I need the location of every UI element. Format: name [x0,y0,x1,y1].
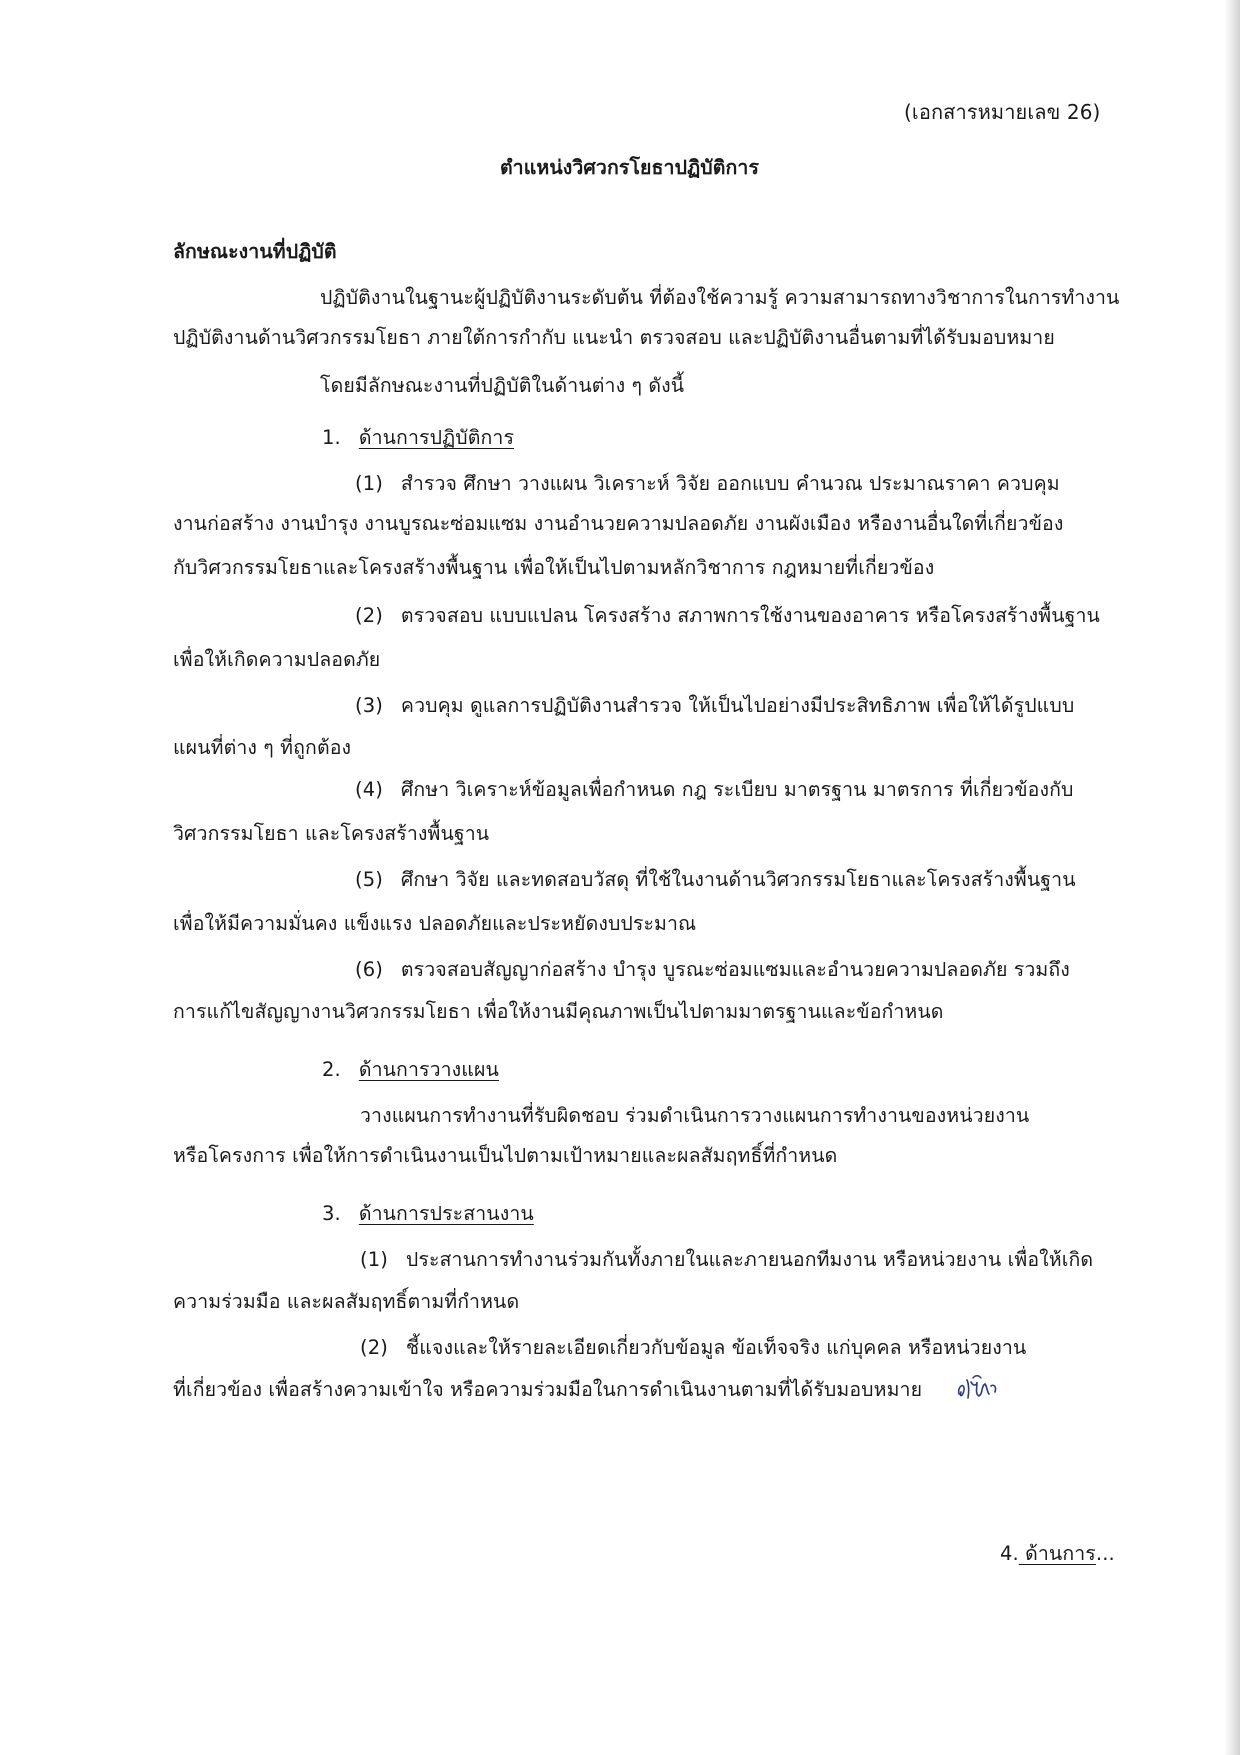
page-edge-shadow [1224,0,1240,1755]
next-section-title: ด้านการ [1018,1542,1096,1565]
item-continuation: เพื่อให้มีความมั่นคง แข็งแรง ปลอดภัยและประหยัดงบประมาณ [173,912,697,935]
intro-line-3: โดยมีลักษณะงานที่ปฏิบัติในด้านต่าง ๆ ดังนี้ [320,374,685,397]
item-text: ควบคุม ดูแลการปฏิบัติงานสำรวจ ให้เป็นไปอย่างมีประสิทธิภาพ เพื่อให้ได้รูปแบบ [400,694,1075,717]
section-1-heading-row [322,424,514,452]
item-number: (3) [355,694,383,717]
item-first-line [355,776,1073,804]
item-text: ประสานการทำงานร่วมกันทั้งภายในและภายนอกทีมงาน หรือหน่วยงาน เพื่อให้เกิด [405,1248,1094,1271]
next-page-indicator [1000,1540,1115,1568]
document-number: (เอกสารหมายเลข 26) [904,100,1101,124]
item-continuation: งานก่อสร้าง งานบำรุง งานบูรณะซ่อมแซม งานอำนวยความปลอดภัย งานผังเมือง หรืองานอื่นใดที่เกี่ยวข้อง [173,512,1064,535]
item-first-line [360,1334,1026,1362]
paragraph-first-line: วางแผนการทำงานที่รับผิดชอบ ร่วมดำเนินการวางแผนการทำงานของหน่วยงาน [360,1104,1030,1127]
item-continuation: กับวิศวกรรมโยธาและโครงสร้างพื้นฐาน เพื่อให้เป็นไปตามหลักวิชาการ กฎหมายที่เกี่ยวข้อง [173,556,935,579]
item-number: (1) [360,1248,388,1271]
section-number: 1. [322,426,341,449]
section-title: ด้านการประสานงาน [358,1202,534,1225]
paragraph-continuation: หรือโครงการ เพื่อให้การดำเนินงานเป็นไปตามเป้าหมายและผลสัมฤทธิ์ที่กำหนด [173,1144,838,1167]
item-continuation: แผนที่ต่าง ๆ ที่ถูกต้อง [173,736,352,759]
item-text: ศึกษา วิเคราะห์ข้อมูลเพื่อกำหนด กฎ ระเบียบ มาตรฐาน มาตรการ ที่เกี่ยวข้องกับ [400,778,1074,801]
item-number: (6) [355,958,383,981]
item-continuation: การแก้ไขสัญญางานวิศวกรรมโยธา เพื่อให้งานมีคุณภาพเป็นไปตามมาตรฐานและข้อกำหนด [173,1000,944,1023]
item-text: ศึกษา วิจัย และทดสอบวัสดุ ที่ใช้ในงานด้านวิศวกรรมโยธาและโครงสร้างพื้นฐาน [400,868,1076,891]
item-number: (2) [355,604,383,627]
intro-line-1: ปฏิบัติงานในฐานะผู้ปฏิบัติงานระดับต้น ที่ต้องใช้ความรู้ ความสามารถทางวิชาการในการทำงาน [320,286,1120,309]
item-continuation: เพื่อให้เกิดความปลอดภัย [173,648,381,671]
item-text: ตรวจสอบสัญญาก่อสร้าง บำรุง บูรณะซ่อมแซมและอำนวยความปลอดภัย รวมถึง [400,958,1070,981]
next-page-ellipsis: ... [1095,1542,1115,1565]
handwritten-signature [955,1372,1001,1402]
item-first-line [355,602,1100,630]
section-number: 2. [322,1058,341,1081]
section-title: ด้านการปฏิบัติการ [358,426,515,449]
item-first-line [355,692,1074,720]
item-number: (4) [355,778,383,801]
section-number: 3. [322,1202,341,1225]
item-text: สำรวจ ศึกษา วางแผน วิเคราะห์ วิจัย ออกแบบ คำนวณ ประมาณราคา ควบคุม [400,472,1060,495]
section-3-heading-row [322,1200,534,1228]
section-title: ด้านการวางแผน [358,1058,499,1081]
item-continuation: ความร่วมมือ และผลสัมฤทธิ์ตามที่กำหนด [173,1290,520,1313]
item-first-line [355,470,1060,498]
intro-line-2: ปฏิบัติงานด้านวิศวกรรมโยธา ภายใต้การกำกับ แนะนำ ตรวจสอบ และปฏิบัติงานอื่นตามที่ได้รับมอบหมาย [173,326,1055,349]
next-section-number: 4. [1000,1542,1019,1565]
item-text: ตรวจสอบ แบบแปลน โครงสร้าง สภาพการใช้งานของอาคาร หรือโครงสร้างพื้นฐาน [400,604,1100,627]
item-continuation: ที่เกี่ยวข้อง เพื่อสร้างความเข้าใจ หรือความร่วมมือในการดำเนินงานตามที่ได้รับมอบหมาย [173,1378,923,1401]
item-continuation: วิศวกรรมโยธา และโครงสร้างพื้นฐาน [173,822,490,845]
item-first-line [355,866,1076,894]
item-text: ชี้แจงและให้รายละเอียดเกี่ยวกับข้อมูล ข้อเท็จจริง แก่บุคคล หรือหน่วยงาน [405,1336,1027,1359]
section-heading: ลักษณะงานที่ปฏิบัติ [173,240,337,263]
page-title: ตำแหน่งวิศวกรโยธาปฏิบัติการ [500,156,760,179]
item-number: (1) [355,472,383,495]
item-first-line [360,1246,1093,1274]
item-first-line [355,956,1070,984]
item-number: (2) [360,1336,388,1359]
section-2-heading-row [322,1056,499,1084]
item-number: (5) [355,868,383,891]
